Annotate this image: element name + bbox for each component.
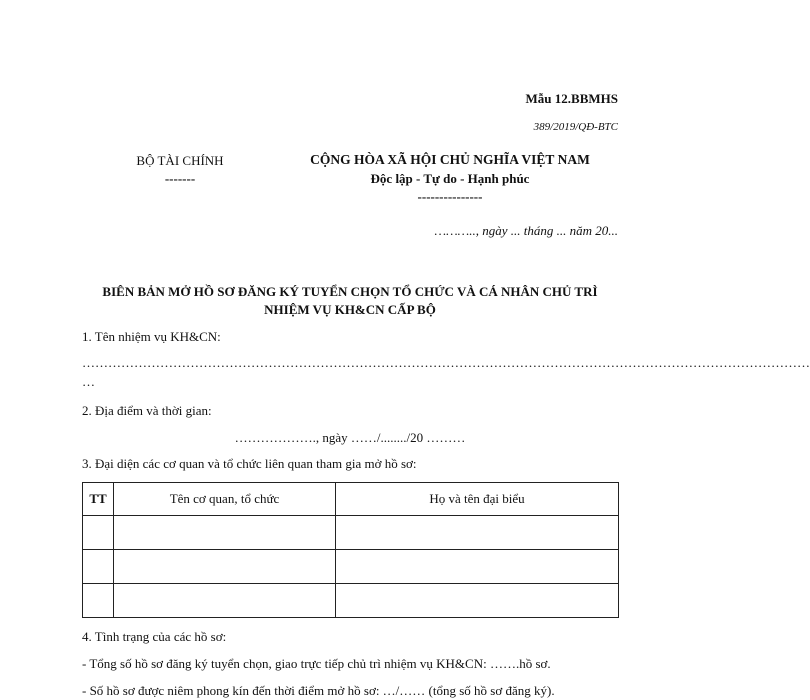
table-cell xyxy=(336,516,619,550)
national-header xyxy=(290,152,610,205)
section1-label: 1. Tên nhiệm vụ KH&CN: xyxy=(82,329,221,344)
header-tt: TT xyxy=(83,483,114,516)
ministry-block xyxy=(120,153,240,187)
representatives-table xyxy=(82,482,619,618)
national-motto: Độc lập - Tự do - Hạnh phúc xyxy=(370,171,530,186)
form-code: Mẫu 12.BBMHS xyxy=(525,91,618,106)
table-cell xyxy=(114,584,336,618)
table-cell xyxy=(83,584,114,618)
table-cell xyxy=(83,550,114,584)
ministry-name: BỘ TÀI CHÍNH xyxy=(136,153,224,168)
section1-fill-line: …………………………………………………………………………………………………………………………………………………… xyxy=(82,355,810,370)
ministry-divider: ------- xyxy=(164,171,196,186)
table-header-row xyxy=(83,483,619,516)
section2-label: 2. Địa điểm và thời gian: xyxy=(82,403,212,418)
national-title: CỘNG HÒA XÃ HỘI CHỦ NGHĨA VIỆT NAM xyxy=(310,152,590,167)
document-title-line1: BIÊN BẢN MỞ HỒ SƠ ĐĂNG KÝ TUYỂN CHỌN TỔ CHỨC VÀ CÁ NHÂN CHỦ TRÌ xyxy=(102,284,598,299)
date-line: ……….., ngày ... tháng ... năm 20... xyxy=(434,223,618,238)
table-cell xyxy=(336,550,619,584)
table-cell xyxy=(114,550,336,584)
document-title-line2: NHIỆM VỤ KH&CN CẤP BỘ xyxy=(264,302,436,317)
header-representative: Họ và tên đại biểu xyxy=(336,483,619,516)
section4-label: 4. Tình trạng của các hồ sơ: xyxy=(82,629,227,644)
national-divider: --------------- xyxy=(417,189,483,204)
section1-fill-tail: … xyxy=(82,374,95,389)
table-cell xyxy=(114,516,336,550)
section3-label: 3. Đại diện các cơ quan và tổ chức liên quan tham gia mở hồ sơ: xyxy=(82,456,417,471)
table-row xyxy=(83,516,619,550)
table-cell xyxy=(336,584,619,618)
header-organization: Tên cơ quan, tổ chức xyxy=(114,483,336,516)
document-title xyxy=(60,283,640,319)
table-cell xyxy=(83,516,114,550)
decision-reference: 389/2019/QĐ-BTC xyxy=(533,121,618,133)
table-row xyxy=(83,584,619,618)
section4-item: - Tổng số hồ sơ đăng ký tuyển chọn, giao trực tiếp chủ trì nhiệm vụ KH&CN: …….hồ sơ. xyxy=(82,656,551,671)
section4-item: - Số hồ sơ được niêm phong kín đến thời điểm mở hồ sơ: …/…… (tổng số hồ sơ đăng ký). xyxy=(82,683,555,698)
table-row xyxy=(83,550,619,584)
section2-fill: ………………., ngày ……/......../20 ……… xyxy=(234,430,466,445)
